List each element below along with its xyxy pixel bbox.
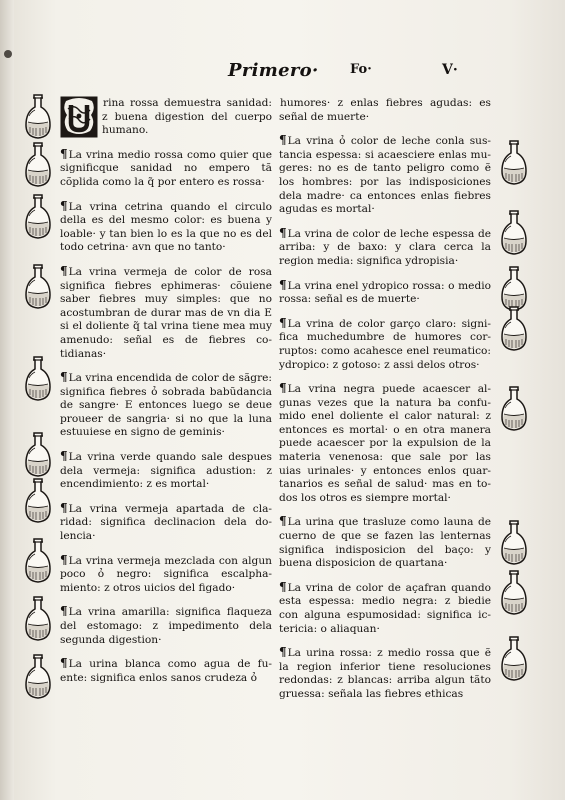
pilcrow: ¶ (279, 381, 287, 396)
urine-flask-icon (24, 354, 52, 402)
paragraph-text: La vrina cetrina quando el circulo della es del mesmo color: es buena y loable· y tan bien lo es la que no es del todo cetrina· avn que no tanto· (60, 200, 272, 254)
right-text-column (279, 96, 491, 712)
binding-gutter (0, 0, 14, 800)
urine-flask-icon (24, 476, 52, 524)
pilcrow: ¶ (60, 263, 68, 278)
pilcrow: ¶ (60, 604, 68, 619)
paragraph (60, 371, 272, 440)
pilcrow: ¶ (60, 198, 68, 213)
pilcrow: ¶ (279, 645, 287, 660)
paragraph (60, 502, 272, 544)
paragraph (60, 554, 272, 596)
urine-flask-icon (24, 430, 52, 478)
paragraph-text: La urina blanca como agua de fuente: significa enlos sanos crudeza ỏ (60, 658, 272, 684)
pilcrow: ¶ (279, 225, 287, 240)
paragraph-text: La vrina de color de açafran quando esta espessa: medio negra: z biedie con alguna espumosidad: significa ictericia: o aliaquan· (279, 581, 491, 635)
paragraph (279, 581, 491, 636)
paragraph (279, 227, 491, 269)
urine-flask-icon (24, 652, 52, 700)
paragraph-text: La vrina negra puede acaescer algunas vezes que la natura ba confumido enel doliente el calor natural: z entonces es mortal· o en otra manera puede acaescer por la expulsion de la materia venenosa: que sale por las uias urinales· y entonces enlos quartanarios es señal de salud· mas en todos los otros es siempre mortal· (279, 383, 491, 504)
paragraph-text: La vrina vermeja mezclada con algun poco ỏ negro: significa escalphamiento: z otros uicios del figado· (60, 554, 272, 594)
paragraph (60, 450, 272, 492)
paragraph-text: La vrina vermeja apartada de claridad: significa declinacion dela dolencia· (60, 502, 272, 543)
header-folio-number: V· (442, 62, 458, 78)
pilcrow: ¶ (60, 656, 68, 671)
urine-flask-icon (24, 594, 52, 642)
urine-flask-icon (24, 536, 52, 584)
paragraph-text: La vrina medio rossa como quier que significque sanidad no empero tã cõplida como la q̃ por entero es rossa· (60, 148, 272, 188)
paragraph (60, 605, 272, 647)
urine-flask-icon (500, 384, 528, 432)
pilcrow: ¶ (60, 146, 68, 161)
urine-flask-icon (500, 304, 528, 352)
pilcrow: ¶ (279, 277, 287, 292)
urine-flask-icon (500, 208, 528, 256)
paragraph-text: rina rossa demuestra sanidad: z buena digestion del cuerpo humano. (102, 97, 272, 137)
pilcrow: ¶ (60, 370, 68, 385)
pilcrow: ¶ (279, 514, 287, 529)
urine-flask-icon (500, 634, 528, 682)
paragraph-text: La vrina encendida de color de sãgre: significa fiebres ỏ sobrada babũdancia de sangre· E entonces luego se deue proueer de sangria· si no que la luna estuuiese en signo de geminis· (60, 372, 272, 439)
paragraph (60, 148, 272, 190)
urine-flask-icon (24, 92, 52, 140)
paragraph (279, 134, 491, 217)
historiated-initial-icon (60, 96, 98, 138)
paragraph (279, 317, 491, 372)
paragraph-text: La vrina ỏ color de leche conla sustancia espessa: si acaesciere enlas mugeres: no es de tanto peligro como ẽ los hombres: por las indisposiciones dela madre· ca entonces enlas fiebres agudas es mortal· (279, 135, 491, 216)
paragraph-text: La vrina amarilla: significa flaqueza del estomago: z impedimento dela segunda digestion· (60, 606, 272, 646)
paragraph (279, 646, 491, 701)
urine-flask-icon (24, 140, 52, 188)
paragraph (279, 382, 491, 505)
paragraph-text: La urina que trasluze como launa de cuerno de que se fazen las lenternas significa indisposicion del baço: y buena disposicion de quartana· (279, 516, 491, 570)
paragraph-text: La vrina verde quando sale despues dela vermeja: significa adustion: z encendimiento: z es mortal· (60, 451, 272, 491)
paragraph-text: La urina rossa: z medio rossa que ẽ la region inferior tiene resoluciones redondas: z blancas: arriba algun tãto gruessa: señala las fiebres ethicas (279, 647, 491, 700)
urine-flask-icon (500, 138, 528, 186)
pilcrow: ¶ (279, 579, 287, 594)
urine-flask-icon (500, 518, 528, 566)
paragraph-text: humores· z enlas fiebres agudas: es señal de muerte· (279, 97, 491, 123)
pilcrow: ¶ (60, 500, 68, 515)
pilcrow: ¶ (60, 552, 68, 567)
pilcrow: ¶ (279, 315, 287, 330)
paragraph (60, 657, 272, 685)
left-text-column (60, 96, 272, 695)
running-header (0, 56, 565, 86)
paragraph (279, 515, 491, 570)
paragraph-text: La vrina de color de leche espessa de arriba: y de baxo: y clara cerca la region media: significa ydropisia· (279, 227, 491, 267)
pilcrow: ¶ (279, 133, 287, 148)
header-title: Primero· (228, 60, 319, 81)
paragraph (279, 96, 491, 124)
paragraph-text: La vrina vermeja de color de rosa significa fiebres ephimeras· cõuiene saber fiebres muy simples: que no acostumbran de durar mas de vn dia E si el doliente q̃ tal vrina tiene mea muy amenudo: señal es de fiebres cotidianas· (60, 265, 272, 360)
paragraph (279, 279, 491, 307)
paragraph-text: La vrina enel ydropico rossa: o medio rossa: señal es de muerte· (279, 279, 491, 306)
paragraph (60, 96, 272, 138)
paragraph (60, 200, 272, 255)
urine-flask-icon (500, 568, 528, 616)
urine-flask-icon (24, 192, 52, 240)
paragraph-text: La vrina de color garço claro: significa muchedumbre de humores corruptos: como acahesce enel reumatico: ydropico: z gotoso: z assi delos otros· (279, 317, 491, 371)
pilcrow: ¶ (60, 449, 68, 464)
header-folio-label: Fo· (350, 62, 372, 77)
paragraph (60, 265, 272, 361)
urine-flask-icon (24, 262, 52, 310)
